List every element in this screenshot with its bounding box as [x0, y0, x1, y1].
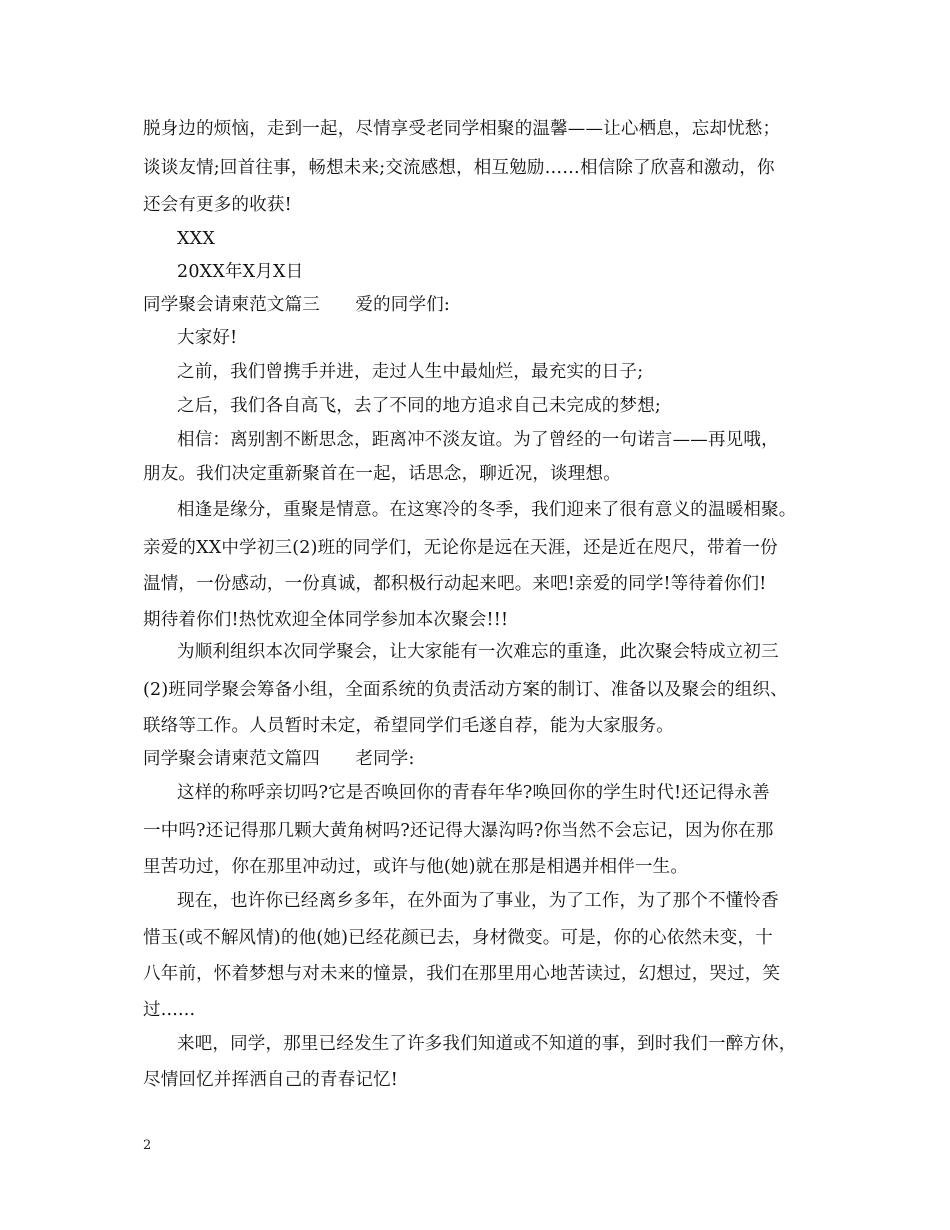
text-line: 联络等工作。人员暂时未定，希望同学们毛遂自荐，能为大家服务。 [143, 716, 674, 736]
text-line: 惜玉(或不解风情)的他(她)已经花颜已去，身材微变。可是，你的心依然未变，十 [143, 928, 773, 948]
page-number: 2 [143, 1138, 152, 1153]
text-line: 来吧，同学，那里已经发生了许多我们知道或不知道的事，到时我们一醉方休， [177, 1034, 797, 1054]
text-line: 谈谈友情;回首往事，畅想未来;交流感想，相互勉励……相信除了欣喜和激动，你 [143, 158, 775, 178]
text-line: 脱身边的烦恼，走到一起，尽情享受老同学相聚的温馨——让心栖息，忘却忧愁； [143, 119, 781, 139]
text-line: 这样的称呼亲切吗?它是否唤回你的青春年华?唤回你的学生时代!还记得永善 [177, 783, 770, 803]
text-line: 之前，我们曾携手并进，走过人生中最灿烂，最充实的日子; [177, 362, 644, 382]
signature-name: XXX [177, 229, 215, 249]
text-line: 朋友。我们决定重新聚首在一起，话思念，聊近况，谈理想。 [143, 464, 621, 484]
text-line: 为顺利组织本次同学聚会，让大家能有一次难忘的重逢，此次聚会特成立初三 [177, 642, 779, 662]
text-line: 期待着你们!热忱欢迎全体同学参加本次聚会!!! [143, 610, 509, 630]
text-line: 之后，我们各自高飞，去了不同的地方追求自己未完成的梦想; [177, 396, 661, 416]
section-heading: 同学聚会请柬范文篇三 爱的同学们: [143, 295, 450, 315]
text-line: 里苦功过，你在那里冲动过，或许与他(她)就在那是相遇并相伴一生。 [143, 857, 689, 877]
text-line: 大家好! [177, 328, 238, 348]
text-line: (2)班同学聚会筹备小组，全面系统的负责活动方案的制订、准备以及聚会的组织、 [143, 680, 788, 700]
text-line: 八年前，怀着梦想与对未来的憧景，我们在那里用心地苦读过，幻想过，哭过，笑 [143, 964, 781, 984]
text-line: 相信：离别割不断思念，距离冲不淡友谊。为了曾经的一句诺言——再见哦， [177, 430, 779, 450]
text-line: 现在，也许你已经离乡多年，在外面为了事业，为了工作，为了那个不懂怜香 [177, 891, 779, 911]
section-heading: 同学聚会请柬范文篇四 老同学: [143, 749, 415, 769]
signature-date: 20XX年X月X日 [177, 262, 304, 282]
text-line: 一中吗?还记得那几颗大黄角树吗?还记得大瀑沟吗?你当然不会忘记，因为你在那 [143, 821, 774, 841]
text-line: 相逢是缘分，重聚是情意。在这寒冷的冬季，我们迎来了很有意义的温暖相聚。 [177, 500, 797, 520]
text-line: 温情，一份感动，一份真诚，都积极行动起来吧。来吧!亲爱的同学!等待着你们! [143, 574, 767, 594]
text-line: 亲爱的XX中学初三(2)班的同学们，无论你是远在天涯，还是近在咫尺，带着一份 [143, 538, 778, 558]
text-line: 过...... [143, 1000, 196, 1020]
text-line: 还会有更多的收获! [143, 195, 292, 215]
text-line: 尽情回忆并挥洒自己的青春记忆! [143, 1070, 399, 1090]
